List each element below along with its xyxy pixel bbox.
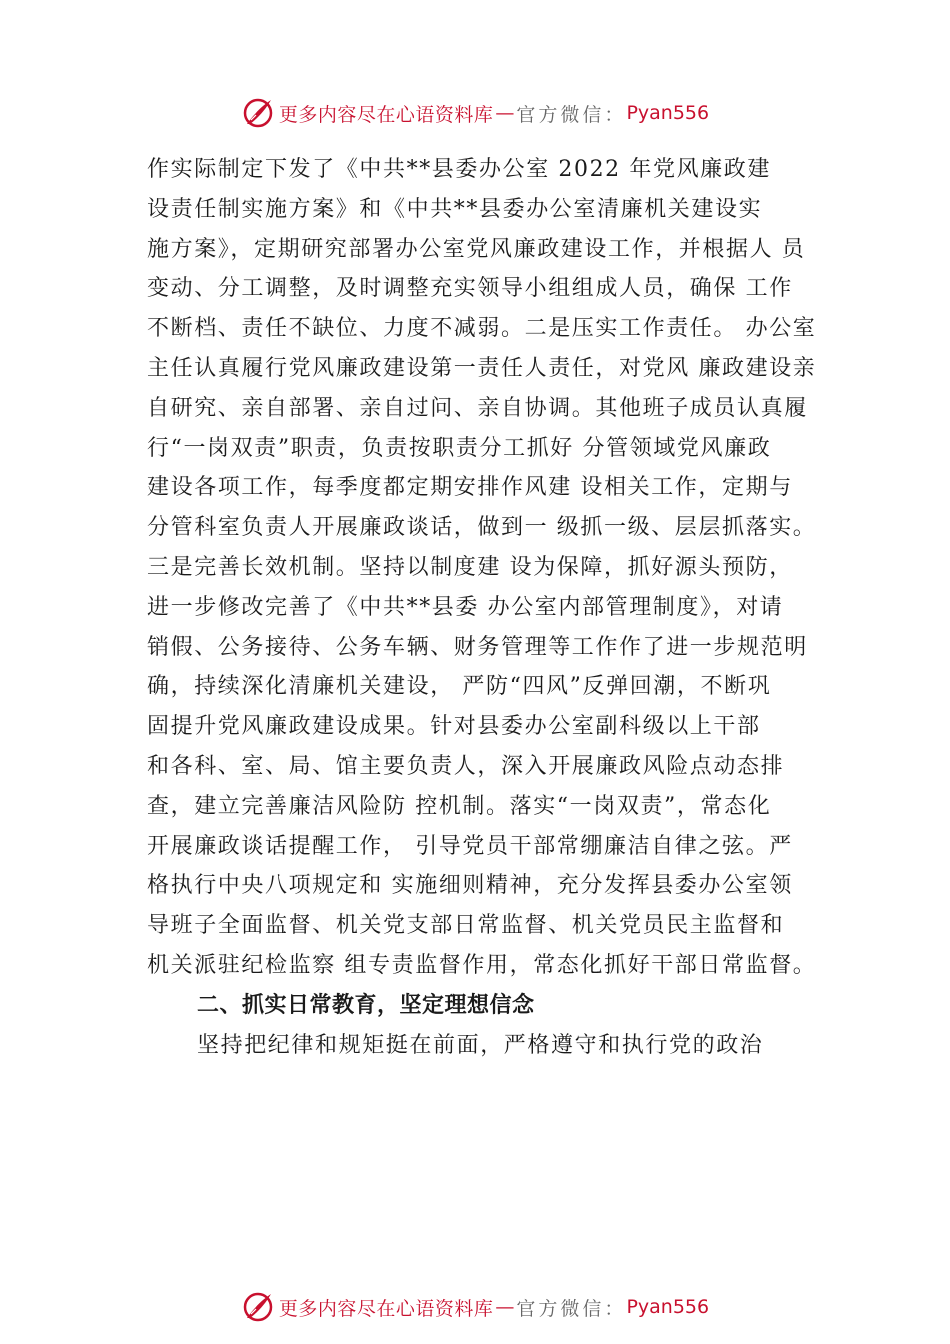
body-line: 进一步修改完善了《中共**县委 办公室内部管理制度》，对请 bbox=[147, 594, 784, 620]
body-line: 开展廉政谈话提醒工作， 引导党员干部常绷廉洁自律之弦。严 bbox=[147, 833, 793, 859]
banner-wechat-id: Pyan556 bbox=[626, 102, 710, 124]
quill-seal-logo-icon bbox=[241, 96, 275, 130]
banner-text: 更多内容尽在心语资料库 bbox=[278, 103, 494, 126]
body-line: 和各科、室、局、馆主要负责人，深入开展廉政风险点动态排 bbox=[147, 753, 785, 779]
banner-separator: — bbox=[495, 1296, 515, 1318]
body-line: 施方案》，定期研究部署办公室党风廉政建设工作，并根据人 员 bbox=[147, 236, 806, 262]
body-line: 查，建立完善廉洁风险防 控机制。落实“一岗双责”，常态化 bbox=[147, 793, 772, 819]
body-line: 格执行中央八项规定和 实施细则精神，充分发挥县委办公室领 bbox=[147, 873, 793, 899]
body-line: 自研究、亲自部署、亲自过问、亲自协调。其他班子成员认真履 bbox=[147, 395, 808, 421]
body-line: 主任认真履行党风廉政建设第一责任人责任，对党风 廉政建设亲 bbox=[147, 355, 817, 381]
banner-separator: — bbox=[495, 102, 515, 124]
body-line: 设责任制实施方案》和《中共**县委办公室清廉机关建设实 bbox=[147, 196, 763, 222]
body-line: 三是完善长效机制。坚持以制度建 设为保障，抓好源头预防， bbox=[147, 554, 793, 580]
body-line: 导班子全面监督、机关党支部日常监督、机关党员民主监督和 bbox=[147, 913, 785, 939]
banner-label: 官方微信： bbox=[516, 103, 627, 126]
footer-banner bbox=[0, 1290, 950, 1324]
body-line: 作实际制定下发了《中共**县委办公室 2022 年党风廉政建 bbox=[147, 157, 771, 182]
body-line: 机关派驻纪检监察 组专责监督作用，常态化抓好干部日常监督。 bbox=[147, 952, 817, 978]
body-line: 变动、分工调整，及时调整充实领导小组组成人员，确保 工作 bbox=[147, 276, 793, 302]
body-line: 行“一岗双责”职责，负责按职责分工抓好 分管领域党风廉政 bbox=[147, 435, 772, 461]
header-banner bbox=[0, 96, 950, 130]
body-line: 销假、公务接待、公务车辆、财务管理等工作作了进一步规范明 bbox=[147, 634, 808, 660]
body-line: 确，持续深化清廉机关建设， 严防“四风”反弹回潮，不断巩 bbox=[147, 674, 772, 700]
body-line: 建设各项工作，每季度都定期安排作风建 设相关工作，定期与 bbox=[147, 475, 793, 501]
body-line: 不断档、责任不缺位、力度不减弱。二是压实工作责任。 办公室 bbox=[147, 316, 817, 342]
body-line: 分管科室负责人开展廉政谈话，做到一 级抓一级、层层抓落实。 bbox=[147, 515, 817, 541]
quill-seal-logo-icon bbox=[241, 1290, 275, 1324]
document-body bbox=[147, 150, 857, 1066]
next-paragraph-line: 坚持把纪律和规矩挺在前面，严格遵守和执行党的政治 bbox=[197, 1032, 764, 1058]
banner-text: 更多内容尽在心语资料库 bbox=[278, 1297, 494, 1320]
body-line: 固提升党风廉政建设成果。针对县委办公室副科级以上干部 bbox=[147, 714, 761, 740]
banner-wechat-id: Pyan556 bbox=[626, 1296, 710, 1318]
section-heading: 二、抓实日常教育，坚定理想信念 bbox=[197, 992, 535, 1018]
banner-label: 官方微信： bbox=[516, 1297, 627, 1320]
